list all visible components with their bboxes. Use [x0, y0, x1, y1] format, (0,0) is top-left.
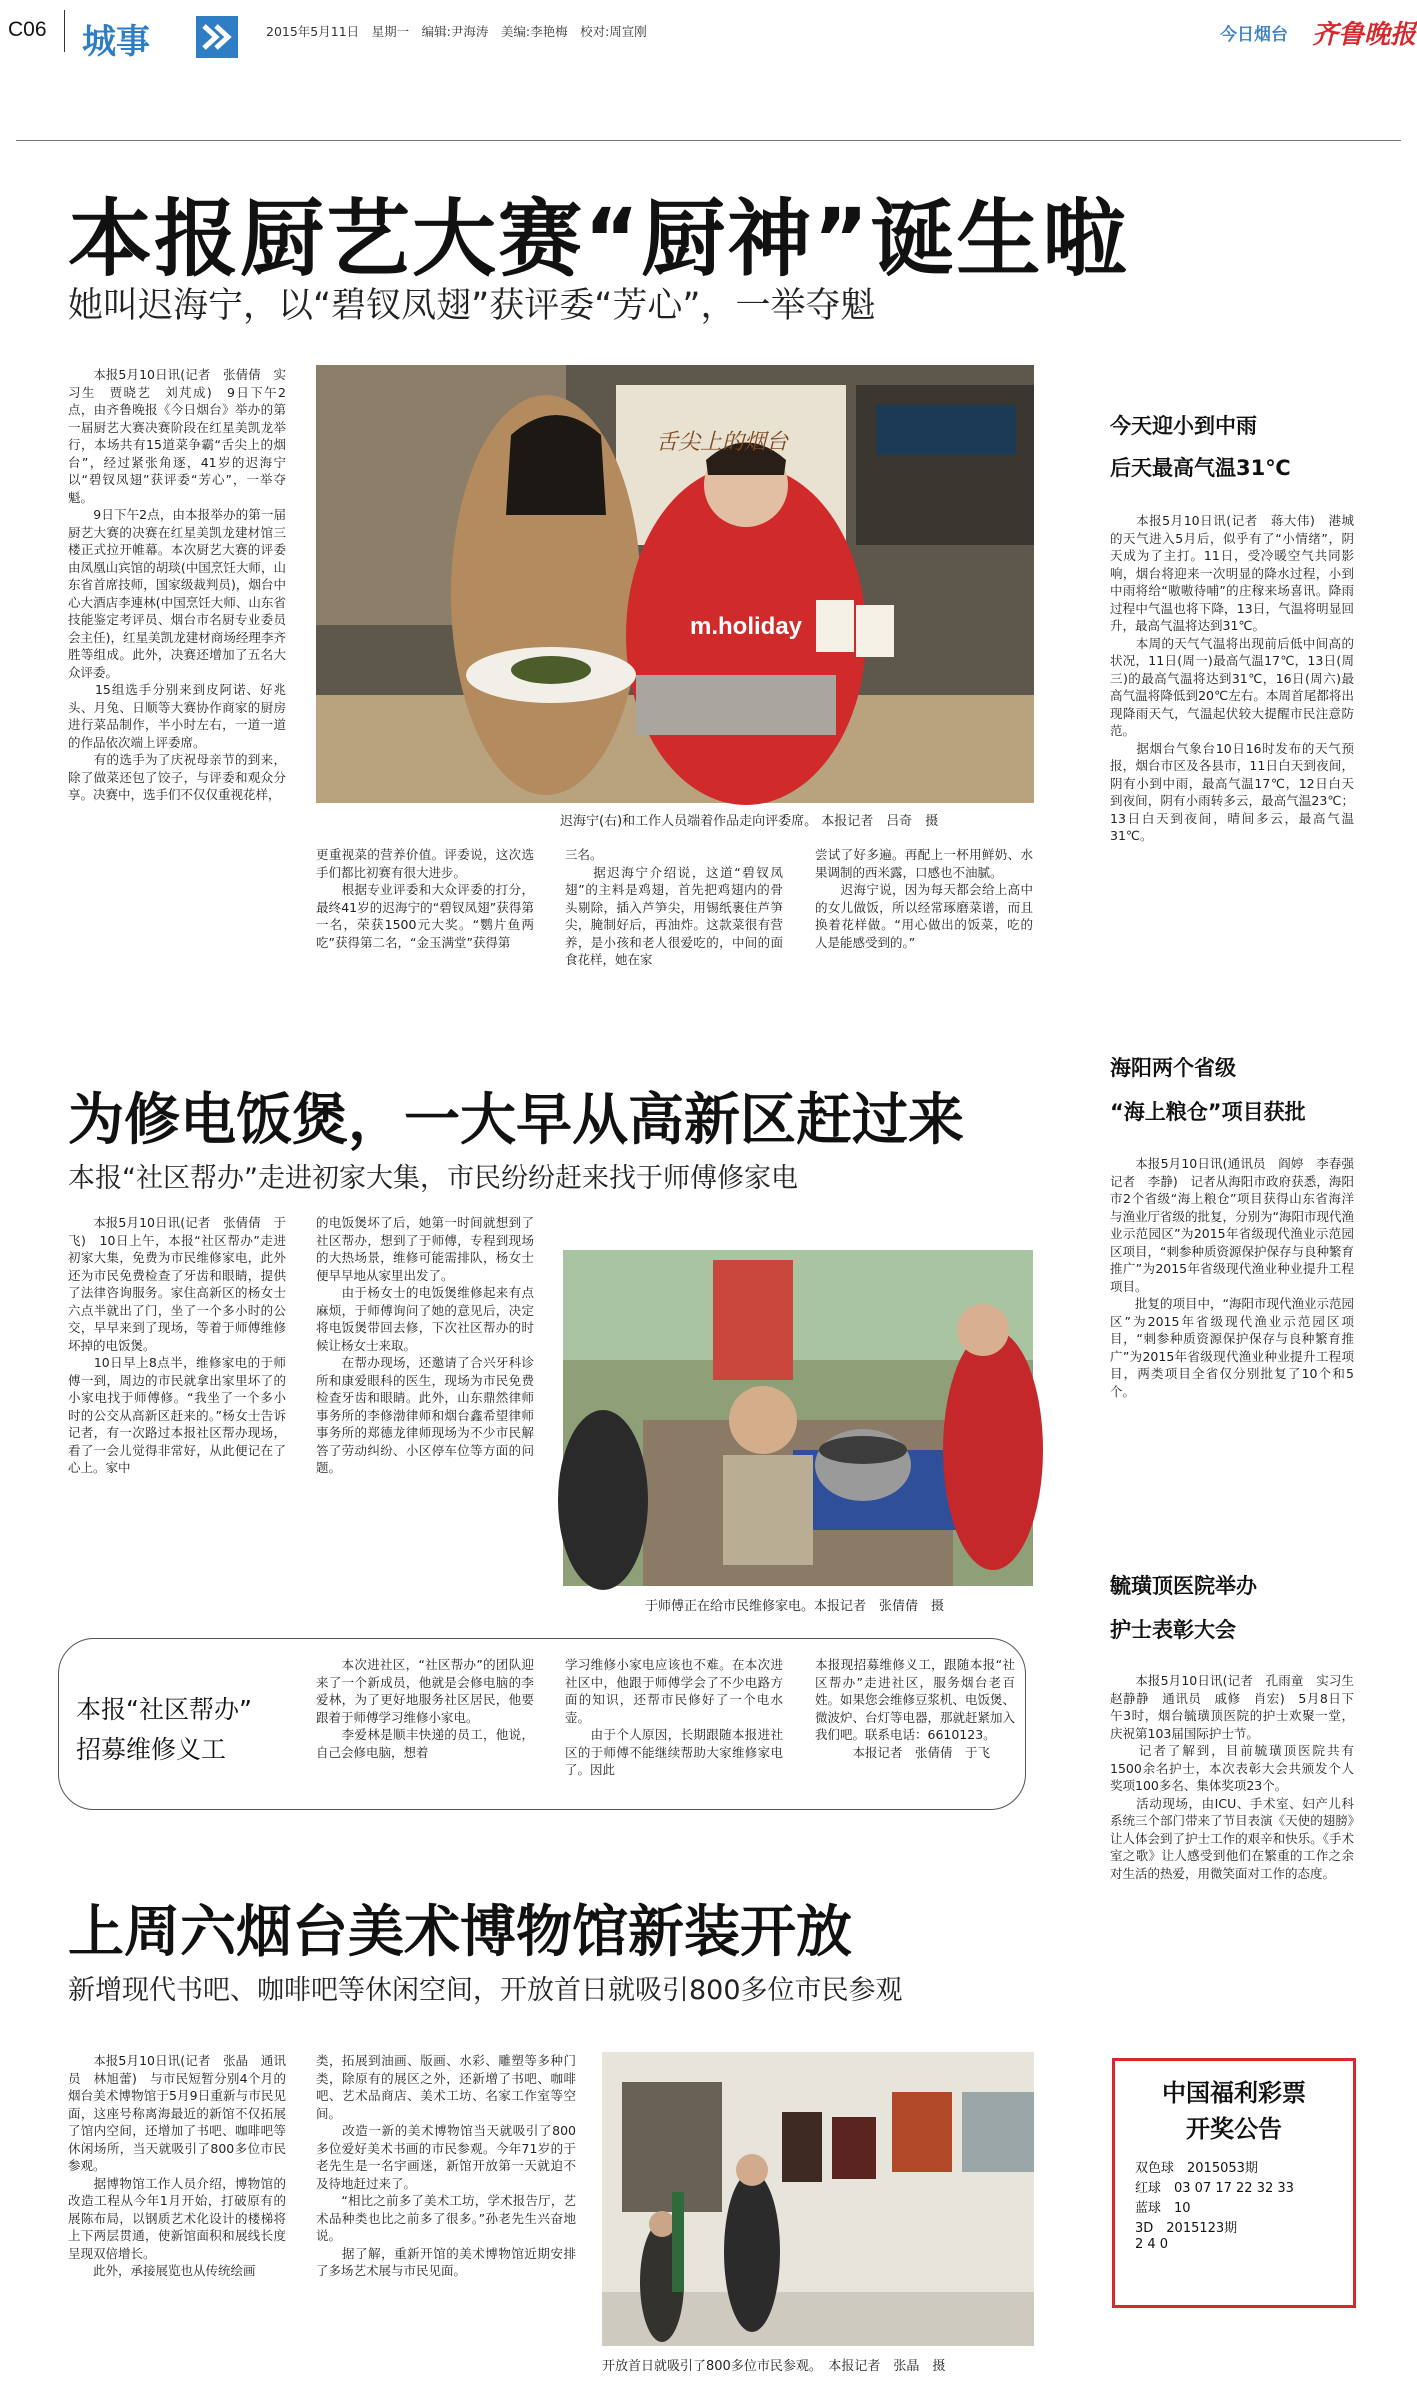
haiyang-text: 本报5月10日讯(通讯员 阎婷 李春强 记者 李静) 记者从海阳市政府获悉，海阳市2个省级“海上粮仓”项目获得山东省海洋与渔业厅省级的批复，分别为“海阳市现代渔业示范园区”为2015年省级现代渔业示范园区项目，“刺参种质资源保护保存与良种繁育推广”为2015年省级现代渔业种业提升工程项目。 批复的项目中，“海阳市现代渔业示范园区”为2015年省级现代渔业示范园区项目，“刺参种质资源保护保存与良种繁育推广”为2015年省级现代渔业种业提升工程项目，两类项目全省仅分别批复了10个和5个。 — [1110, 1156, 1354, 1399]
story1-column-3: 三名。 据迟海宁介绍说，这道“碧钗凤翅”的主料是鸡翅，首先把鸡翅内的骨头剔除，插入芦笋尖，用锡纸裹住芦笋尖，腌制好后，再油炸。这款菜很有营养，是小孩和老人很爱吃的，中间的面食花样，她在家 — [565, 847, 783, 967]
notice-column-1: 本次进社区，“社区帮办”的团队迎来了一个新成员，他就是会修电脑的李爱林，为了更好地服务社区居民，他要跟着于师傅学习维修小家电。 李爱林是顺丰快递的员工，他说，自己会修电脑，想着 — [316, 1657, 534, 1760]
page-number: C06 — [8, 18, 47, 41]
notice-title-line1: 本报“社区帮办” — [76, 1695, 252, 1724]
story3-subhead: 新增现代书吧、咖啡吧等休闲空间，开放首日就吸引800多位市民参观 — [68, 1975, 903, 2006]
story1-photo-caption: 迟海宁(右)和工作人员端着作品走向评委席。 本报记者 吕奇 摄 — [560, 814, 939, 829]
lottery-line-5: 2 4 0 — [1135, 2237, 1169, 2252]
header-rule — [16, 140, 1401, 141]
story1-column-4: 尝试了好多遍。再配上一杯用鲜奶、水果调制的西米露，口感也不油腻。 迟海宁说，因为每天都会给上高中的女儿做饭，所以经常琢磨菜谱，而且换着花样做。“用心做出的饭菜，吃的人是能感受到的。” — [815, 847, 1033, 950]
story1-photo-shirt-text: m.holiday — [690, 613, 803, 640]
weather-text: 本报5月10日讯(记者 蒋大伟) 港城的天气进入5月后，似乎有了“小情绪”，阴天成为了主打。11日，受冷暖空气共同影响，烟台将迎来一次明显的降水过程，小到中雨将给“嗷嗷待哺”的庄稼来场喜讯。降雨过程中气温也将下降，13日，气温将明显回升，最高气温将达到31℃。 本周的天气气温将出现前后低中间高的状况，11日(周一)最高气温17℃，13日(周三)的最高气温将达到31℃，16日(周六)最高气温将降低到20℃左右。本周首尾都将出现降雨天气，气温起伏较大提醒市民注意防范。 据烟台气象台10日16时发布的天气预报，烟台市区及各县市，11日白天到夜间，阴有小到中雨，最高气温17℃，12日白天到夜间，阴有小雨转多云，最高气温23℃；13日白天到夜间，晴间多云，最高气温31℃。 — [1110, 513, 1354, 843]
notice-column-2: 学习维修小家电应该也不难。在本次进社区中，他跟于师傅学会了不少电路方面的知识，还帮市民修好了一个电水壶。 由于个人原因，长期跟随本报进社区的于师傅不能继续帮助大家维修家电了。因此 — [565, 1657, 783, 1777]
story3-photo-caption: 开放首日就吸引了800多位市民参观。 本报记者 张晶 摄 — [602, 2359, 946, 2374]
hospital-text: 本报5月10日讯(记者 孔雨童 实习生 赵静静 通讯员 戚修 肖宏) 5月8日下午3时，烟台毓璜顶医院的护士欢聚一堂，庆祝第103届国际护士节。 记者了解到，目前毓璜顶医院共有1500余名护士，本次表彰大会共颁发个人奖项100多名、集体奖项23个。 活动现场，由ICU、手术室、妇产儿科系统三个部门带来了节目表演《天使的翅膀》让人体会到了护士工作的艰辛和快乐。《手术室之歌》让人感受到他们在繁重的工作之余对生活的热爱，用微笑面对工作的态度。 — [1110, 1673, 1354, 1881]
story3-headline: 上周六烟台美术博物馆新装开放 — [68, 1900, 852, 1965]
hospital-title-line2: 护士表彰大会 — [1110, 1618, 1236, 1642]
lottery-title-line2: 开奖公告 — [1186, 2115, 1282, 2143]
section-title: 城事 — [82, 22, 150, 62]
paper-logo: 齐鲁晚报 — [1312, 20, 1417, 50]
story1-column-2: 更重视菜的营养价值。评委说，这次选手们都比初赛有很大进步。 根据专业评委和大众评委的打分，最终41岁的迟海宁的“碧钗凤翅”获得第一名，荣获1500元大奖。“鹦片鱼两吃”获得第二名，“金玉满堂”获得第 — [316, 847, 534, 950]
lottery-line-1: 双色球 2015053期 — [1135, 2161, 1258, 2176]
story2-headline: 为修电饭煲，一大早从高新区赶过来 — [68, 1088, 964, 1153]
hospital-title-line1: 毓璜顶医院举办 — [1110, 1574, 1257, 1598]
notice-column-3: 本报现招募维修义工，跟随本报“社区帮办”走进社区，服务烟台老百姓。如果您会维修豆浆机、电饭煲、微波炉、台灯等电器，那就赶紧加入我们吧。联系电话：6610123。 本报记者 张倩倩 于飞 — [815, 1657, 1016, 1760]
story2-photo — [563, 1250, 1033, 1586]
lottery-line-2: 红球 03 07 17 22 32 33 — [1135, 2181, 1294, 2196]
story3-photo — [602, 2052, 1034, 2346]
notice-title-line2: 招募维修义工 — [76, 1735, 227, 1764]
story1-column-1: 本报5月10日讯(记者 张倩倩 实习生 贾晓艺 刘芃成) 9日下午2点，由齐鲁晚报《今日烟台》举办的第一届厨艺大赛决赛阶段在红星美凯龙举行，本场共有15道菜争霸“舌尖上的烟台”，经过紧张角逐，41岁的迟海宁以“碧钗凤翅”获评委“芳心”，一举夺魁。 9日下午2点，由本报举办的第一届厨艺大赛的决赛在红星美凯龙建材馆三楼正式拉开帷幕。本次厨艺大赛的评委由凤凰山宾馆的胡琰(中国烹饪大师，山东省首席技师，国家级裁判员)，烟台中心大酒店李連林(中国烹饪大师、山东省技能鉴定考评员、烟台市名厨专业委员会主任)，红星美凯龙建材商场经理李齐胜等组成。此外，决赛还增加了五名大众评委。 15组选手分别来到皮阿诺、好兆头、月兔、日顺等大赛协作商家的厨房进行菜品制作，半小时左右，一道一道的作品依次端上评委席。 有的选手为了庆祝母亲节的到来，除了做菜还包了饺子，与评委和观众分享。决赛中，选手们不仅仅重视花样， — [68, 367, 286, 802]
weather-title-line2: 后天最高气温31℃ — [1110, 456, 1291, 480]
lottery-box — [1112, 2058, 1356, 2308]
haiyang-title-line2: “海上粮仓”项目获批 — [1110, 1100, 1306, 1124]
story1-headline: 本报厨艺大赛“厨神”诞生啦 — [68, 190, 1129, 288]
story1-subhead: 她叫迟海宁，以“碧钗凤翅”获评委“芳心”，一举夺魁 — [68, 286, 876, 326]
story3-column-2: 类，拓展到油画、版画、水彩、雕塑等多种门类，除原有的展区之外，还新增了书吧、咖啡吧、艺术品商店、美术工坊、名家工作室等空间。 改造一新的美术博物馆当天就吸引了800多位爱好美术书画的市民参观。今年71岁的于老先生是一名宇画迷，新馆开放第一天就迫不及待地赶过来了。 “相比之前多了美术工坊，学术报告厅，艺术品种类也比之前多了很多。”孙老先生兴奋地说。 据了解，重新开馆的美术博物馆近期安排了多场艺术展与市民见面。 — [316, 2053, 576, 2278]
lottery-title-line1: 中国福利彩票 — [1162, 2079, 1306, 2107]
story3-column-1: 本报5月10日讯(记者 张晶 通讯员 林旭蕾) 与市民短暂分别4个月的烟台美术博物馆于5月9日重新与市民见面，这座号称离海最近的新馆不仅拓展了馆内空间，还增加了书吧、咖啡吧等休闲场所，当天就吸引了800多位市民参观。 据博物馆工作人员介绍，博物馆的改造工程从今年1月开始，打破原有的展陈布局，以钢质艺术化设计的楼梯将上下两层贯通，使新馆面积和展线长度呈现双倍增长。 此外，承接展览也从传统绘画 — [68, 2053, 286, 2278]
section-arrow-icon — [196, 16, 238, 58]
lottery-line-4: 3D 2015123期 — [1135, 2221, 1238, 2236]
haiyang-title-line1: 海阳两个省级 — [1110, 1056, 1236, 1080]
lottery-line-3: 蓝球 10 — [1135, 2201, 1191, 2216]
story2-column-1: 本报5月10日讯(记者 张倩倩 于飞) 10日上午，本报“社区帮办”走进初家大集，免费为市民维修家电，此外还为市民免费检查了牙齿和眼睛，提供了法律咨询服务。家住高新区的杨女士六点半就出了门，坐了一个多小时的公交，早早来到了现场，等着于师傅维修坏掉的电饭煲。 10日早上8点半，维修家电的于师傅一到，周边的市民就拿出家里坏了的小家电找于师傅修。“我坐了一个多小时的公交从高新区赶来的。”杨女士告诉记者，有一次路过本报社区帮办现场，看了一会儿觉得非常好，从此便记在了心上。家中 — [68, 1215, 286, 1475]
story1-photo — [316, 365, 1034, 803]
story1-photo-sign: 舌尖上的烟台 — [656, 430, 789, 455]
header-divider — [64, 10, 65, 52]
weather-title-line1: 今天迎小到中雨 — [1110, 414, 1257, 438]
edition-label: 今日烟台 — [1220, 25, 1288, 45]
header-meta: 2015年5月11日 星期一 编辑:尹海涛 美编:李艳梅 校对:周宣刚 — [266, 24, 647, 39]
story2-column-2: 的电饭煲坏了后，她第一时间就想到了社区帮办，想到了于师傅，专程到现场的大热场景，维修可能需排队，杨女士便早早地从家里出发了。 由于杨女士的电饭煲维修起来有点麻烦，于师傅询问了她的意见后，决定将电饭煲带回去修，下次社区帮办的时候让杨女士来取。 在帮办现场，还邀请了合兴牙科诊所和康爱眼科的医生，现场为市民免费检查牙齿和眼睛。此外，山东鼎然律师事务所的李修渤律师和烟台鑫希望律师事务所的郑德龙律师现场为不少市民解答了劳动纠纷、小区停车位等方面的问题。 — [316, 1215, 534, 1475]
story2-photo-caption: 于师傅正在给市民维修家电。本报记者 张倩倩 摄 — [645, 1599, 945, 1614]
story2-subhead: 本报“社区帮办”走进初家大集，市民纷纷赶来找于师傅修家电 — [68, 1163, 798, 1194]
